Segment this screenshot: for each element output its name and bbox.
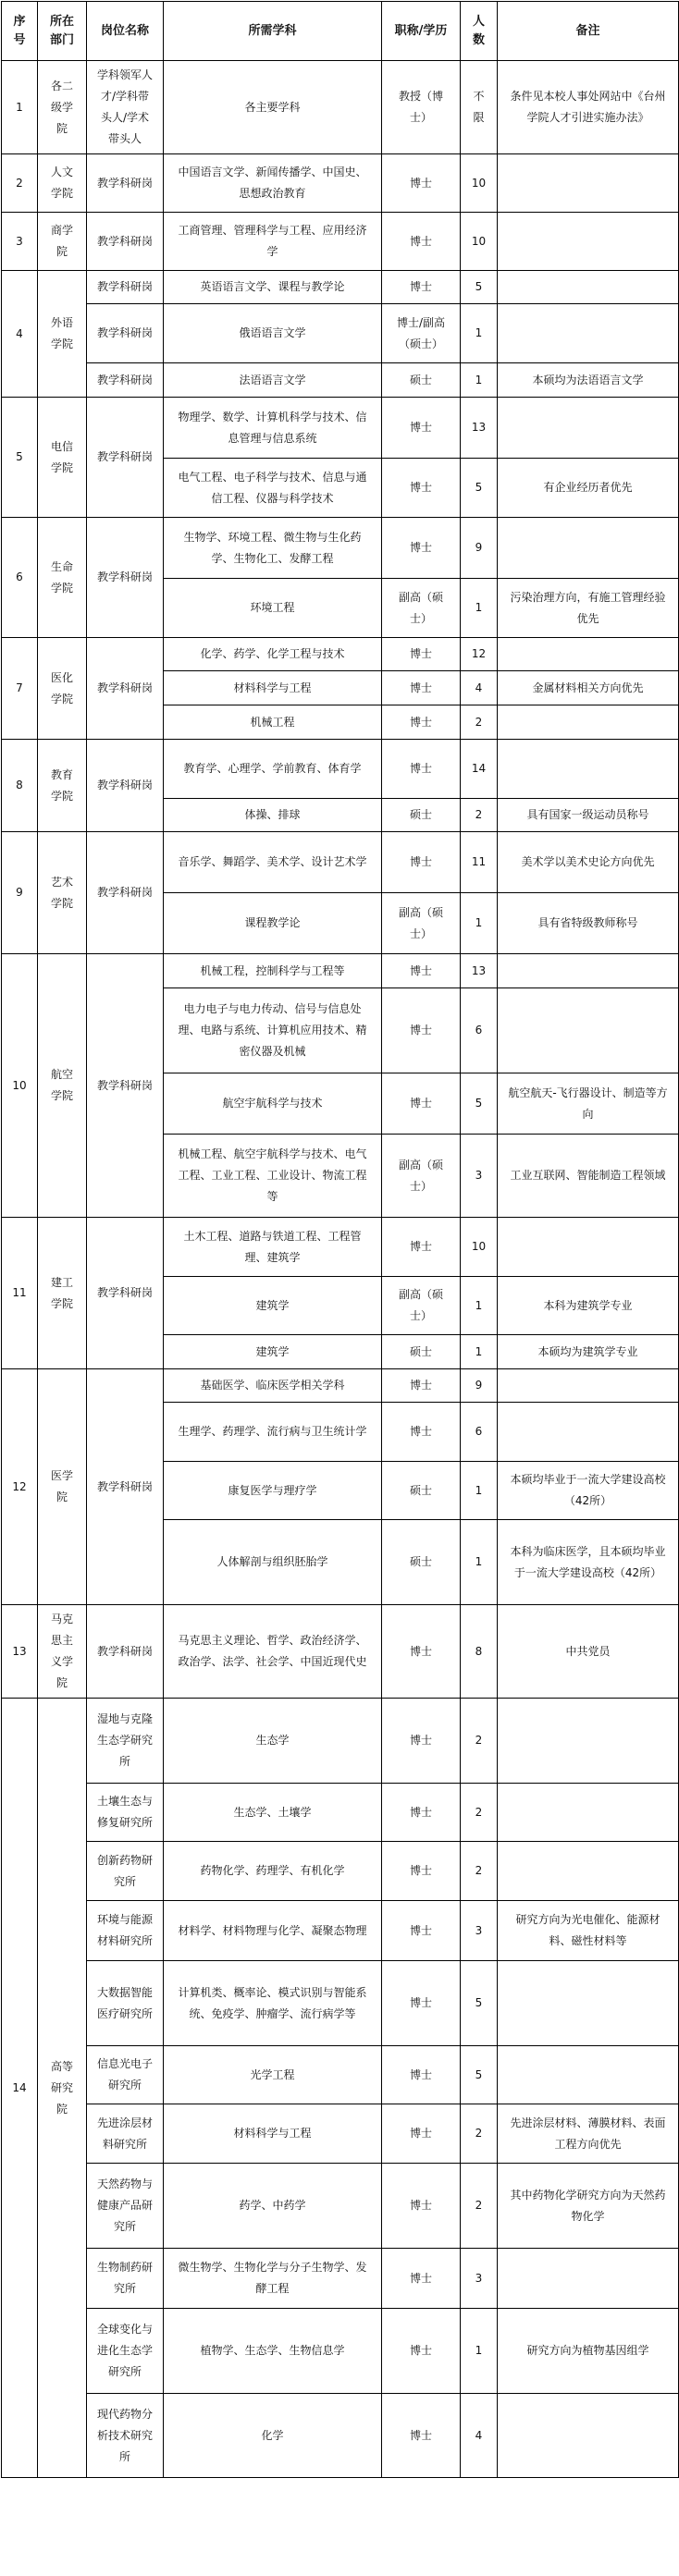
header-dept: 所在部门: [38, 2, 87, 61]
cell-subject: 电气工程、电子科学与技术、信息与通信工程、仪器与科学技术: [164, 459, 382, 518]
cell-subject: 材料科学与工程: [164, 2104, 382, 2164]
cell-count: 2: [461, 1784, 498, 1842]
cell-seq: 2: [2, 154, 38, 213]
cell-count: 13: [461, 398, 498, 459]
cell-subject: 生态学、土壤学: [164, 1784, 382, 1842]
cell-note: 先进涂层材料、薄膜材料、表面工程方向优先: [498, 2104, 679, 2164]
header-title: 职称/学历: [382, 2, 461, 61]
table-row: [2, 213, 679, 271]
cell-note: [498, 1218, 679, 1277]
cell-count: 5: [461, 1961, 498, 2046]
cell-note: 本硕均为法语语言文学: [498, 363, 679, 398]
header-subject: 所需学科: [164, 2, 382, 61]
cell-subject: 生物学、环境工程、微生物与生化药学、生物化工、发酵工程: [164, 518, 382, 579]
cell-note: 本硕均为建筑学专业: [498, 1335, 679, 1369]
cell-dept: 教育学院: [38, 740, 87, 832]
cell-title: 硕士: [382, 799, 461, 832]
cell-count: 1: [461, 579, 498, 638]
cell-title: 博士: [382, 1784, 461, 1842]
cell-dept: 人文学院: [38, 154, 87, 213]
cell-count: 12: [461, 638, 498, 671]
cell-title: 副高（硕士）: [382, 579, 461, 638]
cell-title: 博士: [382, 2309, 461, 2394]
cell-post: 教学科研岗: [87, 154, 164, 213]
table-row: [2, 2394, 679, 2478]
cell-title: 副高（硕士）: [382, 1135, 461, 1218]
table-row: [2, 398, 679, 459]
cell-post: 天然药物与健康产品研究所: [87, 2164, 164, 2249]
cell-post: 教学科研岗: [87, 638, 164, 740]
cell-title: 博士: [382, 2104, 461, 2164]
cell-subject: 法语语言文学: [164, 363, 382, 398]
cell-title: 硕士: [382, 1335, 461, 1369]
cell-subject: 工商管理、管理科学与工程、应用经济学: [164, 213, 382, 271]
cell-title: 博士: [382, 2046, 461, 2104]
cell-subject: 土木工程、道路与铁道工程、工程管理、建筑学: [164, 1218, 382, 1277]
header-seq: 序号: [2, 2, 38, 61]
header-count: 人数: [461, 2, 498, 61]
cell-dept: 医学院: [38, 1369, 87, 1605]
cell-post: 创新药物研究所: [87, 1842, 164, 1901]
cell-post: 教学科研岗: [87, 832, 164, 954]
cell-dept: 商学院: [38, 213, 87, 271]
table-row: [2, 2104, 679, 2164]
cell-note: [498, 1369, 679, 1403]
cell-post: 信息光电子研究所: [87, 2046, 164, 2104]
table-row: [2, 1901, 679, 1961]
cell-count: 2: [461, 799, 498, 832]
cell-count: 10: [461, 1218, 498, 1277]
cell-subject: 建筑学: [164, 1335, 382, 1369]
header-note: 备注: [498, 2, 679, 61]
cell-dept: 电信学院: [38, 398, 87, 518]
cell-post: 教学科研岗: [87, 398, 164, 518]
cell-note: [498, 271, 679, 304]
cell-count: 3: [461, 1901, 498, 1961]
cell-title: 博士: [382, 671, 461, 705]
cell-note: [498, 2394, 679, 2478]
cell-title: 博士: [382, 740, 461, 799]
cell-subject: 康复医学与理疗学: [164, 1462, 382, 1520]
cell-title: 博士: [382, 1901, 461, 1961]
cell-title: 博士: [382, 1403, 461, 1462]
cell-post: 教学科研岗: [87, 363, 164, 398]
cell-seq: 11: [2, 1218, 38, 1369]
cell-seq: 3: [2, 213, 38, 271]
cell-count: 4: [461, 2394, 498, 2478]
cell-seq: 8: [2, 740, 38, 832]
cell-subject: 基础医学、临床医学相关学科: [164, 1369, 382, 1403]
table-row: [2, 271, 679, 304]
cell-note: [498, 1699, 679, 1784]
table-row: [2, 740, 679, 799]
table-row: [2, 154, 679, 213]
table-row: [2, 1842, 679, 1901]
cell-post: 教学科研岗: [87, 304, 164, 363]
cell-title: 博士: [382, 213, 461, 271]
table-row: [2, 518, 679, 579]
cell-count: 5: [461, 271, 498, 304]
cell-count: 2: [461, 1699, 498, 1784]
cell-subject: 建筑学: [164, 1277, 382, 1335]
cell-count: 6: [461, 988, 498, 1073]
cell-seq: 4: [2, 271, 38, 398]
cell-post: 大数据智能医疗研究所: [87, 1961, 164, 2046]
cell-subject: 机械工程: [164, 705, 382, 740]
cell-subject: 生理学、药理学、流行病与卫生统计学: [164, 1403, 382, 1462]
cell-post: 湿地与克隆生态学研究所: [87, 1699, 164, 1784]
table-row: [2, 1699, 679, 1784]
cell-note: [498, 705, 679, 740]
cell-count: 4: [461, 671, 498, 705]
table-row: [2, 1784, 679, 1842]
cell-count: 1: [461, 2309, 498, 2394]
cell-subject: 机械工程，控制科学与工程等: [164, 954, 382, 988]
cell-title: 博士: [382, 1842, 461, 1901]
cell-dept: 各二级学院: [38, 61, 87, 154]
cell-subject: 计算机类、概率论、模式识别与智能系统、免疫学、肿瘤学、流行病学等: [164, 1961, 382, 2046]
table-row: [2, 2309, 679, 2394]
cell-title: 博士: [382, 459, 461, 518]
cell-post: 教学科研岗: [87, 271, 164, 304]
cell-title: 博士: [382, 1218, 461, 1277]
cell-title: 硕士: [382, 1462, 461, 1520]
cell-title: 博士: [382, 1073, 461, 1135]
cell-subject: 音乐学、舞蹈学、美术学、设计艺术学: [164, 832, 382, 893]
cell-count: 1: [461, 1520, 498, 1605]
cell-post: 全球变化与进化生态学研究所: [87, 2309, 164, 2394]
cell-count: 1: [461, 893, 498, 954]
cell-subject: 课程教学论: [164, 893, 382, 954]
cell-note: [498, 398, 679, 459]
cell-subject: 中国语言文学、新闻传播学、中国史、思想政治教育: [164, 154, 382, 213]
cell-subject: 光学工程: [164, 2046, 382, 2104]
cell-seq: 6: [2, 518, 38, 638]
cell-dept: 航空学院: [38, 954, 87, 1218]
cell-note: 研究方向为植物基因组学: [498, 2309, 679, 2394]
table-row: [2, 2249, 679, 2309]
cell-seq: 7: [2, 638, 38, 740]
cell-seq: 14: [2, 1699, 38, 2478]
cell-count: 10: [461, 213, 498, 271]
cell-note: 本科为建筑学专业: [498, 1277, 679, 1335]
cell-note: 本硕均毕业于一流大学建设高校（42所）: [498, 1462, 679, 1520]
cell-subject: 机械工程、航空宇航科学与技术、电气工程、工业工程、工业设计、物流工程等: [164, 1135, 382, 1218]
cell-subject: 俄语语言文学: [164, 304, 382, 363]
cell-note: [498, 1784, 679, 1842]
cell-subject: 材料学、材料物理与化学、凝聚态物理: [164, 1901, 382, 1961]
cell-subject: 电力电子与电力传动、信号与信息处理、电路与系统、计算机应用技术、精密仪器及机械: [164, 988, 382, 1073]
cell-title: 博士: [382, 518, 461, 579]
cell-count: 5: [461, 459, 498, 518]
cell-post: 现代药物分析技术研究所: [87, 2394, 164, 2478]
cell-note: [498, 638, 679, 671]
table-row: [2, 61, 679, 154]
cell-post: 土壤生态与修复研究所: [87, 1784, 164, 1842]
cell-post: 教学科研岗: [87, 1369, 164, 1605]
cell-post: 教学科研岗: [87, 740, 164, 832]
cell-dept: 高等研究院: [38, 1699, 87, 2478]
cell-seq: 1: [2, 61, 38, 154]
cell-note: [498, 988, 679, 1073]
cell-title: 博士: [382, 1699, 461, 1784]
cell-title: 博士: [382, 638, 461, 671]
table-row: [2, 304, 679, 363]
cell-note: [498, 1961, 679, 2046]
table-row: [2, 1605, 679, 1699]
cell-post: 教学科研岗: [87, 518, 164, 638]
cell-count: 9: [461, 1369, 498, 1403]
cell-title: 博士: [382, 954, 461, 988]
table-row: [2, 2164, 679, 2249]
cell-count: 14: [461, 740, 498, 799]
cell-title: 副高（硕士）: [382, 893, 461, 954]
cell-post: 环境与能源材料研究所: [87, 1901, 164, 1961]
cell-note: 中共党员: [498, 1605, 679, 1699]
cell-note: 条件见本校人事处网站中《台州学院人才引进实施办法》: [498, 61, 679, 154]
cell-subject: 生态学: [164, 1699, 382, 1784]
cell-count: 8: [461, 1605, 498, 1699]
cell-note: [498, 213, 679, 271]
table-row: [2, 363, 679, 398]
cell-subject: 马克思主义理论、哲学、政治经济学、政治学、法学、社会学、中国近现代史: [164, 1605, 382, 1699]
cell-note: [498, 304, 679, 363]
cell-note: [498, 1403, 679, 1462]
cell-title: 博士: [382, 154, 461, 213]
cell-title: 教授（博士）: [382, 61, 461, 154]
cell-dept: 生命学院: [38, 518, 87, 638]
cell-dept: 马克思主义学院: [38, 1605, 87, 1699]
cell-count: 5: [461, 1073, 498, 1135]
cell-dept: 外语学院: [38, 271, 87, 398]
cell-count: 1: [461, 363, 498, 398]
cell-title: 博士: [382, 1605, 461, 1699]
cell-title: 博士: [382, 2164, 461, 2249]
cell-subject: 教育学、心理学、学前教育、体育学: [164, 740, 382, 799]
cell-count: 2: [461, 705, 498, 740]
cell-note: 金属材料相关方向优先: [498, 671, 679, 705]
cell-note: 研究方向为光电催化、能源材料、磁性材料等: [498, 1901, 679, 1961]
cell-dept: 艺术学院: [38, 832, 87, 954]
cell-title: 博士: [382, 271, 461, 304]
cell-title: 博士: [382, 2394, 461, 2478]
cell-count: 9: [461, 518, 498, 579]
table-row: [2, 2046, 679, 2104]
cell-title: 博士: [382, 2249, 461, 2309]
cell-post: 教学科研岗: [87, 1218, 164, 1369]
cell-title: 副高（硕士）: [382, 1277, 461, 1335]
cell-note: 有企业经历者优先: [498, 459, 679, 518]
table-row: [2, 1961, 679, 2046]
cell-title: 硕士: [382, 1520, 461, 1605]
cell-subject: 植物学、生态学、生物信息学: [164, 2309, 382, 2394]
cell-seq: 10: [2, 954, 38, 1218]
cell-note: 工业互联网、智能制造工程领域: [498, 1135, 679, 1218]
cell-post: 教学科研岗: [87, 1605, 164, 1699]
cell-subject: 药学、中药学: [164, 2164, 382, 2249]
cell-note: 具有省特级教师称号: [498, 893, 679, 954]
cell-note: [498, 2046, 679, 2104]
cell-count: 1: [461, 304, 498, 363]
table-row: [2, 1218, 679, 1277]
cell-subject: 药物化学、药理学、有机化学: [164, 1842, 382, 1901]
cell-note: [498, 740, 679, 799]
cell-note: [498, 154, 679, 213]
table-row: [2, 832, 679, 893]
cell-subject: 化学: [164, 2394, 382, 2478]
cell-note: 污染治理方向，有施工管理经验优先: [498, 579, 679, 638]
table-row: [2, 1369, 679, 1403]
cell-subject: 人体解剖与组织胚胎学: [164, 1520, 382, 1605]
recruitment-table: [1, 1, 679, 2478]
table-body: [2, 61, 679, 2478]
cell-subject: 航空宇航科学与技术: [164, 1073, 382, 1135]
cell-count: 不限: [461, 61, 498, 154]
cell-post: 教学科研岗: [87, 954, 164, 1218]
cell-post: 教学科研岗: [87, 213, 164, 271]
cell-post: 学科领军人才/学科带头人/学术带头人: [87, 61, 164, 154]
cell-count: 6: [461, 1403, 498, 1462]
cell-note: [498, 954, 679, 988]
cell-title: 博士/副高（硕士）: [382, 304, 461, 363]
cell-subject: 化学、药学、化学工程与技术: [164, 638, 382, 671]
cell-subject: 各主要学科: [164, 61, 382, 154]
cell-subject: 英语语言文学、课程与教学论: [164, 271, 382, 304]
cell-note: 其中药物化学研究方向为天然药物化学: [498, 2164, 679, 2249]
table-row: [2, 954, 679, 988]
cell-title: 博士: [382, 398, 461, 459]
cell-note: [498, 2249, 679, 2309]
cell-title: 博士: [382, 705, 461, 740]
cell-title: 博士: [382, 988, 461, 1073]
cell-note: 美术学以美术史论方向优先: [498, 832, 679, 893]
cell-count: 1: [461, 1335, 498, 1369]
cell-seq: 13: [2, 1605, 38, 1699]
cell-title: 博士: [382, 1369, 461, 1403]
cell-count: 2: [461, 2164, 498, 2249]
cell-title: 硕士: [382, 363, 461, 398]
cell-seq: 9: [2, 832, 38, 954]
cell-title: 博士: [382, 1961, 461, 2046]
cell-count: 2: [461, 1842, 498, 1901]
cell-count: 1: [461, 1462, 498, 1520]
cell-subject: 环境工程: [164, 579, 382, 638]
cell-subject: 材料科学与工程: [164, 671, 382, 705]
cell-dept: 建工学院: [38, 1218, 87, 1369]
cell-subject: 物理学、数学、计算机科学与技术、信息管理与信息系统: [164, 398, 382, 459]
cell-note: 本科为临床医学，且本硕均毕业于一流大学建设高校（42所）: [498, 1520, 679, 1605]
cell-seq: 5: [2, 398, 38, 518]
cell-note: [498, 1842, 679, 1901]
cell-count: 5: [461, 2046, 498, 2104]
header-post: 岗位名称: [87, 2, 164, 61]
cell-count: 3: [461, 2249, 498, 2309]
cell-post: 生物制药研究所: [87, 2249, 164, 2309]
cell-count: 13: [461, 954, 498, 988]
cell-note: 航空航天-飞行器设计、制造等方向: [498, 1073, 679, 1135]
cell-count: 10: [461, 154, 498, 213]
cell-subject: 微生物学、生物化学与分子生物学、发酵工程: [164, 2249, 382, 2309]
cell-note: 具有国家一级运动员称号: [498, 799, 679, 832]
cell-post: 先进涂层材料研究所: [87, 2104, 164, 2164]
cell-dept: 医化学院: [38, 638, 87, 740]
cell-note: [498, 518, 679, 579]
cell-count: 2: [461, 2104, 498, 2164]
table-row: [2, 638, 679, 671]
cell-subject: 体操、排球: [164, 799, 382, 832]
cell-count: 11: [461, 832, 498, 893]
cell-title: 博士: [382, 832, 461, 893]
cell-count: 1: [461, 1277, 498, 1335]
cell-seq: 12: [2, 1369, 38, 1605]
header-row: [2, 2, 679, 61]
cell-count: 3: [461, 1135, 498, 1218]
